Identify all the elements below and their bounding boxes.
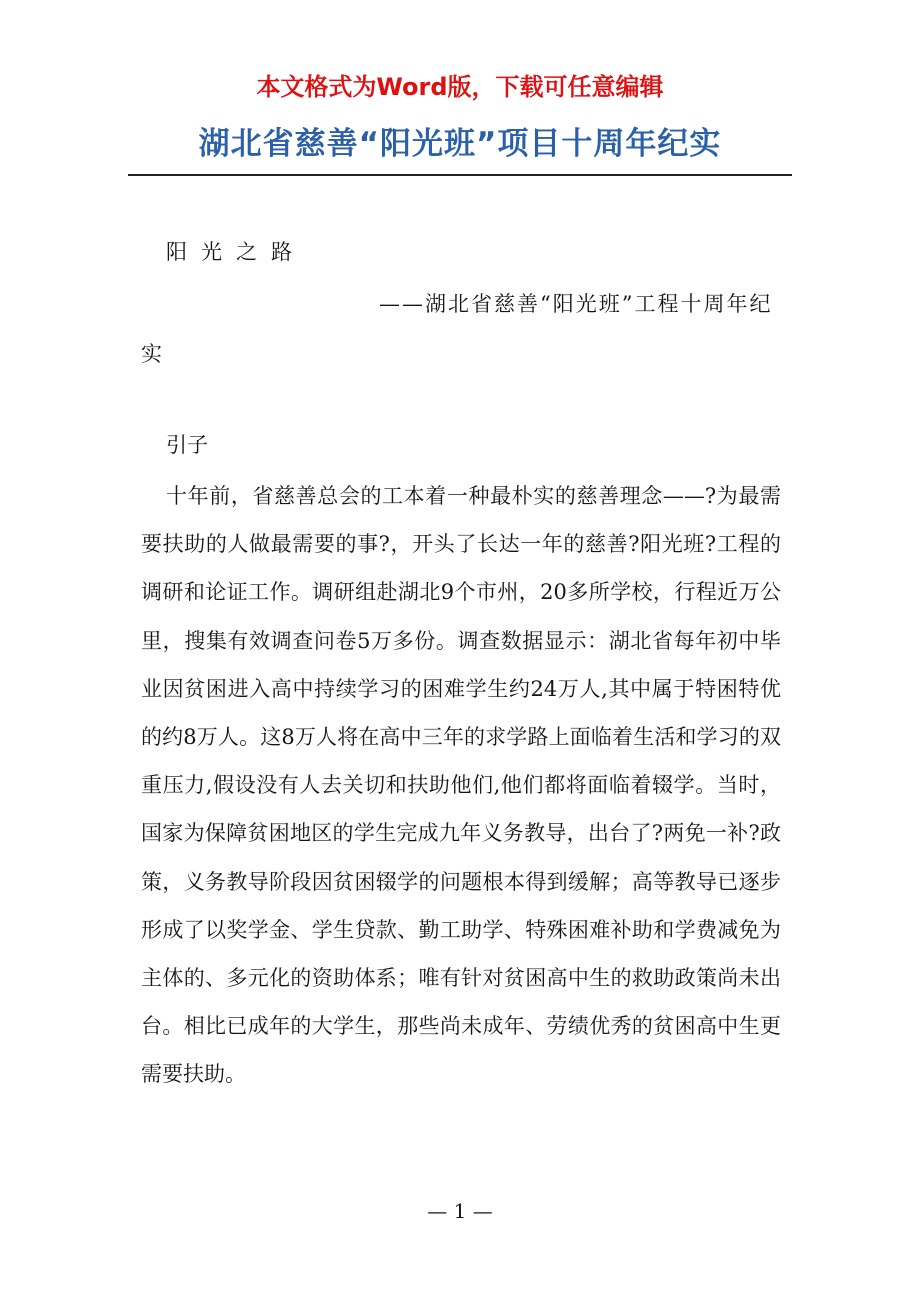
title-divider [128, 174, 792, 176]
intro-label: 引子 [166, 433, 208, 457]
body-paragraph: 十年前，省慈善总会的工本着一种最朴实的慈善理念——?为最需要扶助的人做最需要的事?，开头了长达一年的慈善?阳光班?工程的调研和论证工作。调研组赴湖北9个市州，20多所学校，行程近万公里，搜集有效调查问卷5万多份。调查数据显示：湖北省每年初中毕业因贫困进入高中持续学习的困难学生约24万人,其中属于特困特优的约8万人。这8万人将在高中三年的求学路上面临着生活和学习的双重压力,假设没有人去关切和扶助他们,他们都将面临着辍学。当时，国家为保障贫困地区的学生完成九年义务教导，出台了?两免一补?政策，义务教导阶段因贫困辍学的问题根本得到缓解；高等教导已逐步形成了以奖学金、学生贷款、勤工助学、特殊困难补助和学费减免为主体的、多元化的资助体系；唯有针对贫困高中生的救助政策尚未出台。相比已成年的大学生，那些尚未成年、劳绩优秀的贫困高中生更需要扶助。 [141, 484, 781, 1087]
article-subtitle: ——湖北省慈善“阳光班”工程十周年纪实 [141, 292, 773, 366]
document-title: 湖北省慈善“阳光班”项目十周年纪实 [198, 126, 722, 162]
format-notice: 本文格式为Word版，下载可任意编辑 [256, 73, 664, 101]
article-heading: 阳光之路 [166, 240, 306, 264]
page-number: — 1 — [427, 1199, 493, 1223]
